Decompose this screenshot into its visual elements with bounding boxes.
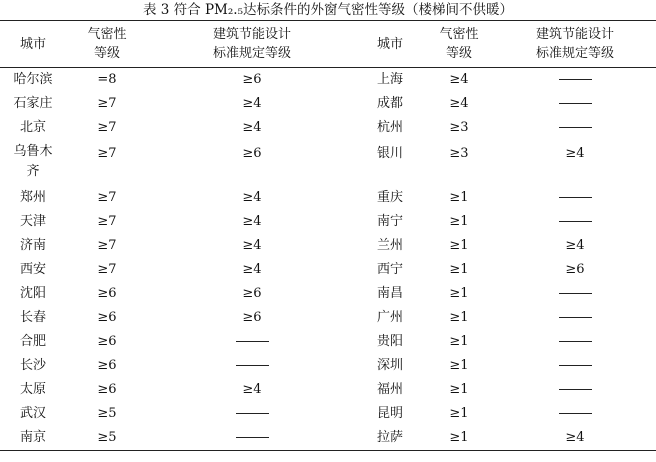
dash-mark <box>559 79 592 80</box>
city-cell: 福州 <box>376 382 403 397</box>
dash-mark <box>559 103 592 104</box>
standard-cell <box>494 68 656 93</box>
airtight-cell: ≥1 <box>449 262 469 277</box>
airtight-cell: ≥7 <box>97 120 117 135</box>
header-airtight-line1: 气密性 <box>87 27 127 42</box>
dash-mark <box>559 317 592 318</box>
header-airtight-line2: 等级 <box>445 46 472 61</box>
header-row <box>0 21 656 68</box>
airtight-cell: ≥7 <box>97 190 117 205</box>
standard-cell <box>494 210 656 234</box>
airtightness-table <box>0 20 656 451</box>
city-cell: 西安 <box>19 262 46 277</box>
header-airtight-line2: 等级 <box>93 46 120 61</box>
city-cell: 武汉 <box>19 406 46 421</box>
header-standard-line2: 标准规定等级 <box>535 46 614 61</box>
city-cell: 拉萨 <box>356 426 424 451</box>
header-airtight-line1: 气密性 <box>439 27 479 42</box>
airtight-cell: ≥7 <box>97 238 117 253</box>
header-standard-line1: 建筑节能设计 <box>212 27 291 42</box>
table-row <box>0 354 656 378</box>
city-cell: 西宁 <box>376 262 403 277</box>
airtight-cell: ≥1 <box>449 214 469 229</box>
standard-cell <box>494 402 656 426</box>
standard-cell: ≥4 <box>242 262 262 277</box>
airtight-cell: ≥6 <box>97 382 117 397</box>
standard-cell <box>494 186 656 210</box>
standard-cell: ≥4 <box>242 120 262 135</box>
city-cell: 哈尔滨 <box>13 72 53 87</box>
standard-cell <box>494 354 656 378</box>
standard-cell: ≥4 <box>242 382 262 397</box>
header-city-left: 城市 <box>0 21 66 68</box>
standard-cell: ≥4 <box>242 190 262 205</box>
standard-cell <box>494 330 656 354</box>
standard-cell <box>494 378 656 402</box>
city-cell: 上海 <box>376 72 403 87</box>
airtight-cell: ≥7 <box>97 146 117 161</box>
city-cell: 昆明 <box>376 406 403 421</box>
city-cell: 南宁 <box>376 214 403 229</box>
city-cell: 天津 <box>19 214 46 229</box>
airtight-cell: ≥7 <box>97 262 117 277</box>
standard-cell: ≥6 <box>242 286 262 301</box>
city-cell <box>0 140 66 186</box>
standard-cell: ≥6 <box>242 146 262 161</box>
city-cell: 北京 <box>19 120 46 135</box>
standard-cell: ≥4 <box>565 146 585 161</box>
city-cell: 贵阳 <box>376 334 403 349</box>
standard-cell <box>148 354 356 378</box>
city-cell: 南昌 <box>376 286 403 301</box>
airtight-cell: ≥3 <box>449 120 469 135</box>
standard-cell <box>148 426 356 451</box>
city-cell: 深圳 <box>376 358 403 373</box>
airtight-cell: ≥4 <box>449 96 469 111</box>
standard-cell: ≥4 <box>242 214 262 229</box>
standard-cell: ≥6 <box>242 72 262 87</box>
city-cell: 重庆 <box>376 190 403 205</box>
dash-mark <box>559 127 592 128</box>
standard-cell: ≥4 <box>242 96 262 111</box>
table-row <box>0 330 656 354</box>
airtight-cell: ≥3 <box>449 146 469 161</box>
city-cell: 沈阳 <box>19 286 46 301</box>
airtight-cell: ≥1 <box>449 190 469 205</box>
standard-cell <box>494 282 656 306</box>
city-name: 乌鲁木齐 <box>13 144 53 179</box>
dash-mark <box>236 365 269 366</box>
airtight-cell: =8 <box>97 72 117 87</box>
city-cell: 石家庄 <box>13 96 53 111</box>
header-standard-left <box>148 21 356 68</box>
dash-mark <box>559 197 592 198</box>
city-cell: 长沙 <box>19 358 46 373</box>
dash-mark <box>559 221 592 222</box>
table-row <box>0 186 656 210</box>
table-row <box>0 306 656 330</box>
airtight-cell: ≥1 <box>449 238 469 253</box>
header-standard-line2: 标准规定等级 <box>212 46 291 61</box>
airtight-cell: ≥6 <box>97 358 117 373</box>
standard-cell <box>494 92 656 116</box>
airtight-cell: ≥1 <box>424 426 494 451</box>
header-standard-right <box>494 21 656 68</box>
city-cell: 成都 <box>376 96 403 111</box>
airtight-cell: ≥1 <box>449 286 469 301</box>
table-row <box>0 68 656 93</box>
header-city-right: 城市 <box>356 21 424 68</box>
table-row <box>0 378 656 402</box>
airtight-cell: ≥1 <box>449 382 469 397</box>
dash-mark <box>559 413 592 414</box>
table-caption: 表 3 符合 PM₂.₅达标条件的外窗气密性等级（楼梯间不供暖） <box>143 2 513 18</box>
city-cell: 太原 <box>19 382 46 397</box>
airtight-cell: ≥6 <box>97 286 117 301</box>
city-cell: 郑州 <box>19 190 46 205</box>
airtight-cell: ≥4 <box>449 72 469 87</box>
header-airtight-left <box>66 21 148 68</box>
city-cell: 合肥 <box>19 334 46 349</box>
city-cell: 银川 <box>376 146 403 161</box>
dash-mark <box>559 341 592 342</box>
dash-mark <box>236 413 269 414</box>
city-cell: 长春 <box>19 310 46 325</box>
table-body <box>0 68 656 451</box>
standard-cell: ≥4 <box>565 238 585 253</box>
table-row <box>0 92 656 116</box>
airtight-cell: ≥1 <box>449 358 469 373</box>
standard-cell <box>148 402 356 426</box>
header-airtight-right <box>424 21 494 68</box>
airtight-cell: ≥6 <box>97 334 117 349</box>
standard-cell: ≥4 <box>242 238 262 253</box>
city-cell: 济南 <box>19 238 46 253</box>
standard-cell <box>494 306 656 330</box>
standard-cell: ≥4 <box>494 426 656 451</box>
table-row <box>0 426 656 451</box>
standard-cell: ≥6 <box>242 310 262 325</box>
header-standard-line1: 建筑节能设计 <box>535 27 614 42</box>
table-row <box>0 116 656 140</box>
dash-mark <box>559 389 592 390</box>
standard-cell <box>494 116 656 140</box>
city-cell: 广州 <box>376 310 403 325</box>
table-row <box>0 234 656 258</box>
table-row <box>0 258 656 282</box>
table-row <box>0 140 656 186</box>
airtight-cell: ≥5 <box>97 406 117 421</box>
table-row <box>0 210 656 234</box>
city-cell: 南京 <box>0 426 66 451</box>
city-cell: 兰州 <box>376 238 403 253</box>
dash-mark <box>236 341 269 342</box>
airtight-cell: ≥7 <box>97 214 117 229</box>
table-row <box>0 282 656 306</box>
airtight-cell: ≥1 <box>449 406 469 421</box>
standard-cell <box>148 330 356 354</box>
airtight-cell: ≥5 <box>66 426 148 451</box>
airtight-cell: ≥7 <box>97 96 117 111</box>
dash-mark <box>559 293 592 294</box>
standard-cell: ≥6 <box>565 262 585 277</box>
city-cell: 杭州 <box>376 120 403 135</box>
dash-mark <box>236 437 269 438</box>
table-row <box>0 402 656 426</box>
airtight-cell: ≥1 <box>449 310 469 325</box>
airtight-cell: ≥1 <box>449 334 469 349</box>
dash-mark <box>559 365 592 366</box>
airtight-cell: ≥6 <box>97 310 117 325</box>
